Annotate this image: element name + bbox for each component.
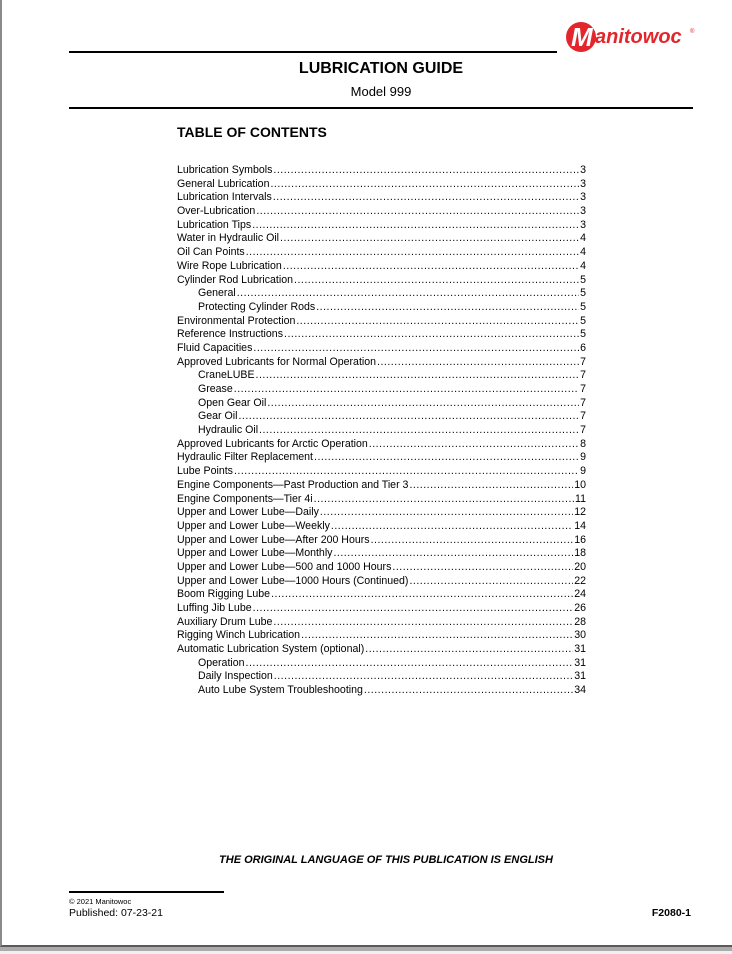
toc-entry[interactable] (177, 342, 586, 356)
toc-entry[interactable] (177, 328, 586, 342)
toc-entry-page: 20 (574, 560, 586, 573)
header-rule-bottom (69, 107, 693, 109)
toc-entry-label: Lubrication Intervals (177, 191, 272, 204)
toc-entry[interactable] (177, 178, 586, 192)
toc-dot-leader (316, 301, 579, 315)
toc-entry[interactable] (177, 534, 586, 548)
logo-wordmark: anitowoc (595, 26, 682, 48)
toc-entry-label: Upper and Lower Lube—1000 Hours (Continued) (177, 574, 409, 587)
toc-dot-leader (273, 616, 573, 630)
toc-entry[interactable] (177, 383, 586, 397)
toc-entry-page: 18 (574, 547, 586, 560)
toc-entry-label: Daily Inspection (198, 670, 273, 683)
copyright-text: © 2021 Manitowoc (69, 897, 132, 906)
toc-entry-label: Gear Oil (198, 410, 238, 423)
toc-dot-leader (294, 274, 579, 288)
toc-dot-leader (369, 438, 579, 452)
toc-entry-page: 28 (574, 615, 586, 628)
toc-entry-label: Auxiliary Drum Lube (177, 615, 273, 628)
toc-entry-page: 14 (574, 519, 586, 532)
toc-entry[interactable] (177, 657, 586, 671)
toc-entry-label: Hydraulic Filter Replacement (177, 451, 314, 464)
toc-entry-label: Auto Lube System Troubleshooting (198, 684, 363, 697)
toc-entry[interactable] (177, 561, 586, 575)
toc-entry-label: Environmental Protection (177, 314, 296, 327)
toc-entry-label: Upper and Lower Lube—Daily (177, 506, 319, 519)
toc-entry-page: 10 (574, 478, 586, 491)
toc-entry-label: Luffing Jib Lube (177, 602, 252, 614)
toc-entry-label: Engine Components—Past Production and Tier 3 (177, 478, 409, 491)
toc-entry[interactable] (177, 684, 586, 698)
toc-entry[interactable] (177, 424, 586, 438)
toc-entry[interactable] (177, 602, 586, 616)
toc-entry-label: Over-Lubrication (177, 205, 256, 218)
toc-entry[interactable] (177, 465, 586, 479)
toc-entry[interactable] (177, 520, 586, 534)
toc-dot-leader (256, 205, 579, 219)
toc-entry[interactable] (177, 205, 586, 219)
toc-entry-label: Protecting Cylinder Rods (198, 300, 316, 313)
toc-entry-page: 9 (580, 465, 586, 478)
toc-dot-leader (237, 287, 579, 301)
toc-entry[interactable] (177, 588, 586, 602)
toc-entry-page: 6 (580, 341, 586, 354)
toc-entry-label: Upper and Lower Lube—500 and 1000 Hours (177, 560, 392, 573)
toc-dot-leader (238, 410, 579, 424)
toc-entry-page: 31 (574, 670, 586, 683)
toc-dot-leader (280, 232, 579, 246)
toc-dot-leader (246, 657, 574, 671)
toc-entry[interactable] (177, 164, 586, 178)
toc-entry[interactable] (177, 575, 586, 589)
toc-dot-leader (377, 356, 579, 370)
toc-entry-page: 7 (580, 396, 586, 409)
toc-entry-label: Automatic Lubrication System (optional) (177, 643, 365, 656)
toc-dot-leader (301, 629, 573, 643)
toc-entry[interactable] (177, 260, 586, 274)
toc-entry-page: 34 (574, 684, 586, 697)
toc-entry-label: General (198, 287, 236, 300)
document-title: LUBRICATION GUIDE (298, 60, 464, 77)
toc-dot-leader (392, 561, 573, 575)
document-subtitle: Model 999 (350, 84, 412, 99)
toc-dot-leader (234, 383, 579, 397)
toc-entry[interactable] (177, 274, 586, 288)
toc-entry-page: 5 (580, 273, 586, 286)
toc-entry-page: 12 (574, 506, 586, 519)
toc-entry-label: Boom Rigging Lube (177, 588, 271, 601)
toc-entry-page: 31 (574, 643, 586, 656)
toc-dot-leader (314, 451, 579, 465)
toc-entry-page: 22 (574, 574, 586, 587)
registered-mark: ® (690, 29, 695, 35)
toc-entry-label: Cylinder Rod Lubrication (177, 273, 294, 286)
toc-dot-leader (273, 191, 579, 205)
toc-dot-leader (256, 369, 580, 383)
toc-entry-label: Lubrication Tips (177, 218, 252, 231)
toc-entry-page: 9 (580, 451, 586, 464)
toc-dot-leader (283, 260, 579, 274)
toc-entry-label: Water in Hydraulic Oil (177, 232, 280, 245)
toc-entry-label: General Lubrication (177, 177, 270, 190)
toc-entry-label: Engine Components—Tier 4i (177, 492, 313, 505)
toc-entry-page: 3 (580, 205, 586, 218)
toc-dot-leader (296, 315, 579, 329)
toc-entry-page: 8 (580, 437, 586, 450)
published-date: Published: 07-23-21 (69, 907, 163, 919)
toc-dot-leader (409, 479, 573, 493)
footer-rule (69, 891, 224, 893)
toc-entry-label: Upper and Lower Lube—Monthly (177, 547, 333, 560)
toc-dot-leader (253, 342, 579, 356)
toc-dot-leader (364, 684, 573, 698)
toc-entry[interactable] (177, 616, 586, 630)
toc-dot-leader (253, 602, 574, 616)
toc-entry-label: CraneLUBE (198, 369, 255, 382)
toc-entry-page: 4 (580, 246, 586, 259)
toc-entry-page: 3 (580, 164, 586, 176)
toc-entry-page: 5 (580, 314, 586, 327)
toc-entry-page: 4 (580, 232, 586, 245)
toc-entry-label: Grease (198, 383, 233, 395)
toc-entry-page: 26 (574, 602, 586, 614)
toc-dot-leader (333, 547, 573, 561)
toc-dot-leader (331, 520, 573, 534)
toc-entry-page: 7 (580, 383, 586, 395)
toc-entry-label: Fluid Capacities (177, 341, 253, 354)
toc-entry-label: Lube Points (177, 465, 233, 478)
toc-entry-page: 5 (580, 300, 586, 313)
toc-entry-label: Upper and Lower Lube—After 200 Hours (177, 533, 370, 546)
toc-entry-label: Rigging Winch Lubrication (177, 629, 301, 642)
toc-entry-page: 7 (580, 369, 586, 382)
toc-entry[interactable] (177, 232, 586, 246)
toc-entry-page: 7 (580, 424, 586, 437)
toc-dot-leader (271, 588, 573, 602)
toc-dot-leader (371, 534, 574, 548)
toc-entry-page: 5 (580, 328, 586, 341)
table-of-contents (177, 164, 586, 698)
toc-entry[interactable] (177, 506, 586, 520)
toc-entry-label: Wire Rope Lubrication (177, 259, 282, 272)
toc-entry[interactable] (177, 493, 586, 507)
toc-entry-label: Approved Lubricants for Normal Operation (177, 355, 377, 368)
toc-dot-leader (409, 575, 573, 589)
toc-entry-page: 30 (574, 629, 586, 642)
toc-dot-leader (365, 643, 573, 657)
toc-entry[interactable] (177, 547, 586, 561)
toc-dot-leader (267, 397, 579, 411)
toc-entry-label: Upper and Lower Lube—Weekly (177, 519, 330, 532)
toc-entry-label: Reference Instructions (177, 328, 283, 341)
toc-entry-page: 3 (580, 177, 586, 190)
toc-entry-label: Operation (198, 656, 245, 669)
toc-entry[interactable] (177, 670, 586, 684)
toc-entry-page: 24 (574, 588, 586, 601)
logo-initial: M (571, 22, 592, 52)
toc-dot-leader (234, 465, 579, 479)
toc-dot-leader (270, 178, 579, 192)
toc-dot-leader (320, 506, 573, 520)
toc-entry-page: 16 (574, 533, 586, 546)
toc-entry[interactable] (177, 438, 586, 452)
toc-entry-page: 5 (580, 287, 586, 300)
toc-dot-leader (273, 164, 579, 178)
toc-entry[interactable] (177, 643, 586, 657)
toc-entry[interactable] (177, 191, 586, 205)
toc-entry-page: 7 (580, 355, 586, 368)
toc-entry[interactable] (177, 629, 586, 643)
toc-dot-leader (259, 424, 579, 438)
toc-entry[interactable] (177, 369, 586, 383)
toc-entry[interactable] (177, 410, 586, 424)
toc-entry-page: 3 (580, 218, 586, 231)
toc-entry[interactable] (177, 397, 586, 411)
toc-entry[interactable] (177, 451, 586, 465)
toc-dot-leader (314, 493, 574, 507)
toc-entry[interactable] (177, 356, 586, 370)
toc-entry-label: Open Gear Oil (198, 396, 267, 409)
toc-entry[interactable] (177, 287, 586, 301)
toc-entry[interactable] (177, 479, 586, 493)
toc-dot-leader (284, 328, 579, 342)
document-code: F2080-1 (651, 907, 691, 919)
toc-dot-leader (274, 670, 573, 684)
original-language-notice: THE ORIGINAL LANGUAGE OF THIS PUBLICATION IS ENGLISH (219, 854, 553, 866)
toc-heading: TABLE OF CONTENTS (177, 124, 327, 140)
toc-entry[interactable] (177, 315, 586, 329)
toc-entry-page: 11 (575, 492, 586, 505)
header-rule-top (69, 51, 557, 53)
page-shadow (0, 947, 732, 951)
toc-entry-page: 31 (574, 656, 586, 669)
toc-entry-page: 3 (580, 191, 586, 204)
toc-entry-label: Approved Lubricants for Arctic Operation (177, 437, 368, 450)
toc-entry-page: 4 (580, 259, 586, 272)
toc-entry[interactable] (177, 219, 586, 233)
toc-entry[interactable] (177, 246, 586, 260)
toc-entry-page: 7 (580, 410, 586, 423)
toc-dot-leader (252, 219, 579, 233)
toc-entry-label: Hydraulic Oil (198, 424, 259, 437)
manitowoc-logo (565, 20, 700, 54)
toc-entry[interactable] (177, 301, 586, 315)
toc-entry-label: Oil Can Points (177, 246, 245, 259)
toc-dot-leader (246, 246, 579, 260)
toc-entry-label: Lubrication Symbols (177, 164, 273, 176)
